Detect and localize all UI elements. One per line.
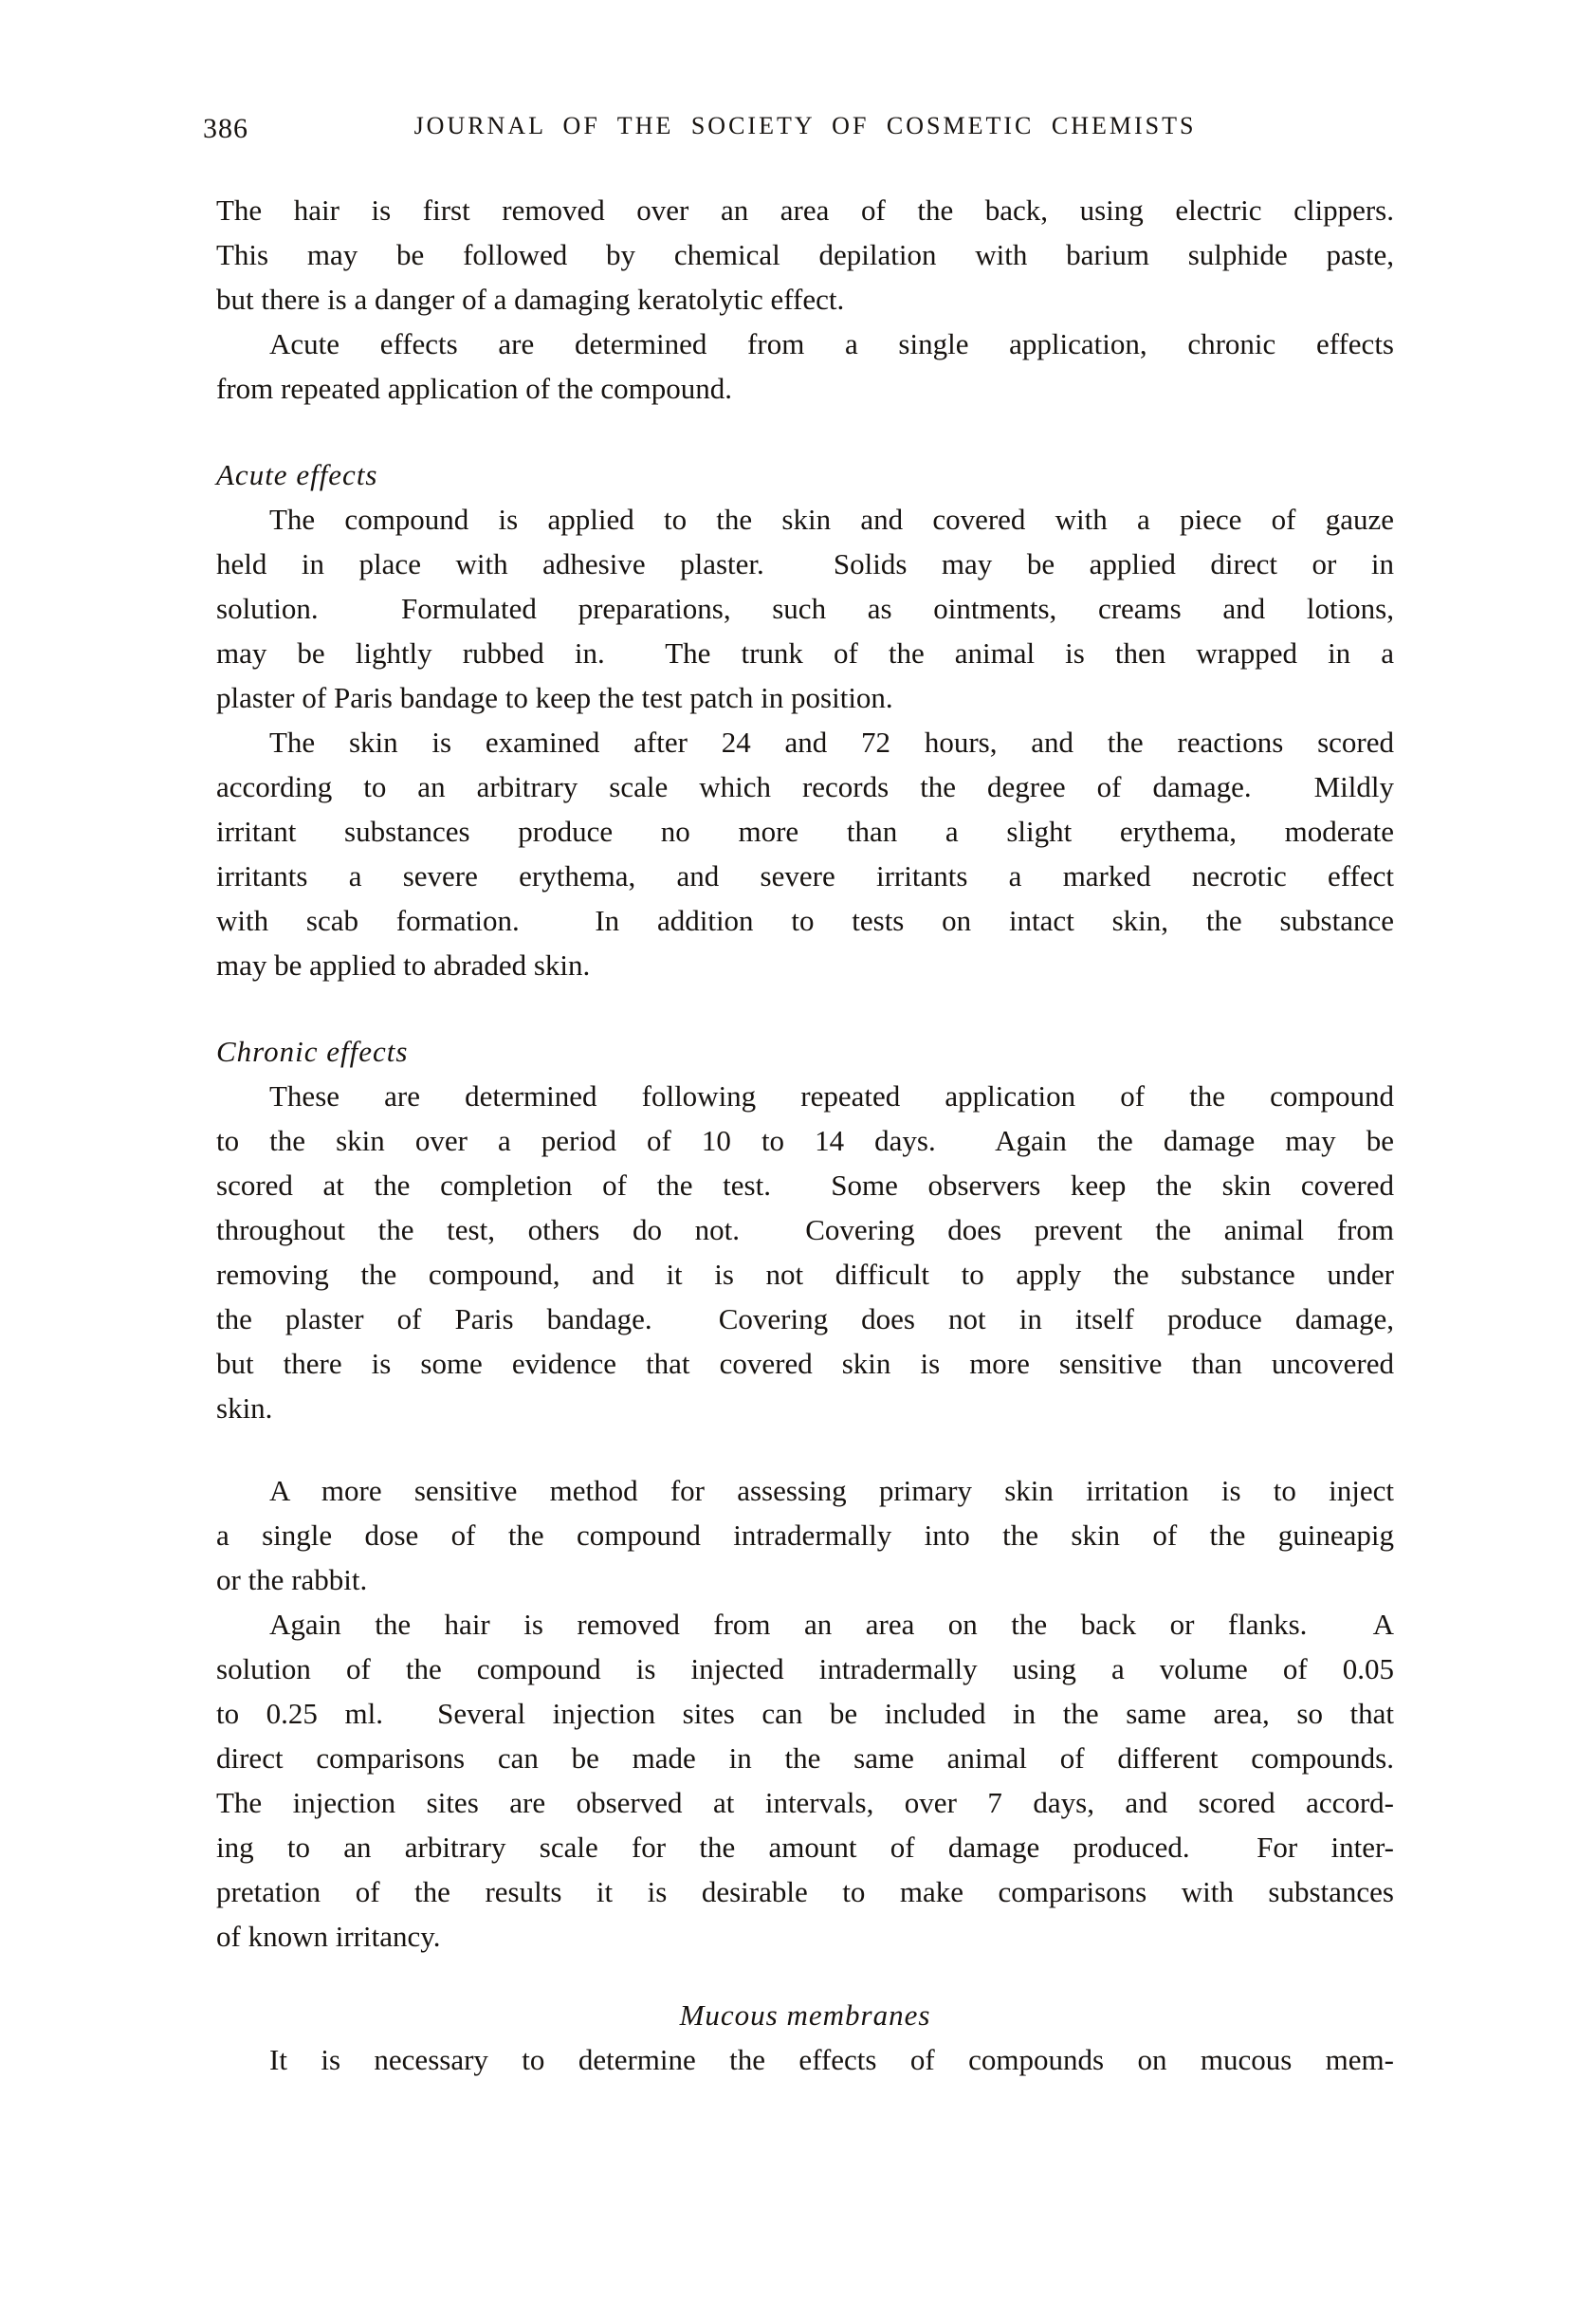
- text-line: may be applied to abraded skin.: [216, 948, 591, 982]
- text-line: removing the compound, and it is not difficult to apply the substance under: [216, 1258, 1394, 1291]
- text-line: It is necessary to determine the effects of compounds on mucous mem-: [269, 2043, 1394, 2076]
- text-line: a single dose of the compound intradermally into the skin of the guineapig: [216, 1518, 1394, 1552]
- paragraph: [216, 720, 1394, 987]
- section-heading: Acute effects: [216, 458, 378, 491]
- text-line: may be lightly rubbed in. The trunk of the animal is then wrapped in a: [216, 636, 1394, 670]
- paragraph: [216, 497, 1394, 720]
- centered-section-heading: Mucous membranes: [679, 1998, 931, 2032]
- text-line: of known irritancy.: [216, 1920, 441, 1953]
- page-number: 386: [203, 113, 248, 144]
- text-line: but there is a danger of a damaging keratolytic effect.: [216, 283, 845, 316]
- text-line: or the rabbit.: [216, 1563, 368, 1596]
- text-line: skin.: [216, 1391, 273, 1425]
- text-line: plaster of Paris bandage to keep the test patch in position.: [216, 681, 893, 714]
- text-line: The hair is first removed over an area of the back, using electric clippers.: [216, 193, 1394, 227]
- text-line: the plaster of Paris bandage. Covering does not in itself produce damage,: [216, 1302, 1394, 1335]
- page-header: [203, 112, 1394, 150]
- text-line: scored at the completion of the test. Some observers keep the skin covered: [216, 1169, 1394, 1202]
- paragraph: [216, 2037, 1394, 2082]
- text-line: These are determined following repeated application of the compound: [269, 1079, 1394, 1113]
- text-line: with scab formation. In addition to tests on intact skin, the substance: [216, 904, 1394, 937]
- text-line: direct comparisons can be made in the same animal of different compounds.: [216, 1741, 1394, 1775]
- text-line: ing to an arbitrary scale for the amount of damage produced. For inter-: [216, 1831, 1394, 1864]
- journal-running-title: JOURNAL OF THE SOCIETY OF COSMETIC CHEMISTS: [413, 112, 1197, 139]
- paragraph: [216, 1468, 1394, 1602]
- text-line: to the skin over a period of 10 to 14 days. Again the damage may be: [216, 1124, 1394, 1157]
- text-line: solution of the compound is injected intradermally using a volume of 0.05: [216, 1652, 1394, 1685]
- text-line: The injection sites are observed at intervals, over 7 days, and scored accord-: [216, 1786, 1394, 1819]
- text-line: Acute effects are determined from a single application, chronic effects: [269, 327, 1394, 360]
- text-line: solution. Formulated preparations, such as ointments, creams and lotions,: [216, 592, 1394, 625]
- text-line: The compound is applied to the skin and covered with a piece of gauze: [269, 503, 1394, 536]
- text-line: The skin is examined after 24 and 72 hours, and the reactions scored: [269, 726, 1394, 759]
- text-line: A more sensitive method for assessing primary skin irritation is to inject: [269, 1474, 1394, 1507]
- text-line: irritants a severe erythema, and severe irritants a marked necrotic effect: [216, 859, 1394, 893]
- article-body: [216, 188, 1394, 2082]
- paragraph: [216, 1074, 1394, 1430]
- section-heading: Chronic effects: [216, 1035, 409, 1068]
- text-line: according to an arbitrary scale which records the degree of damage. Mildly: [216, 770, 1394, 803]
- text-line: held in place with adhesive plaster. Solids may be applied direct or in: [216, 547, 1394, 580]
- text-line: pretation of the results it is desirable to make comparisons with substances: [216, 1875, 1394, 1908]
- text-line: from repeated application of the compound.: [216, 372, 733, 405]
- paragraph: [216, 1602, 1394, 1959]
- text-line: to 0.25 ml. Several injection sites can be included in the same area, so that: [216, 1697, 1394, 1730]
- text-line: but there is some evidence that covered skin is more sensitive than uncovered: [216, 1347, 1394, 1380]
- text-line: This may be followed by chemical depilation with barium sulphide paste,: [216, 238, 1394, 271]
- text-line: throughout the test, others do not. Covering does prevent the animal from: [216, 1213, 1394, 1246]
- paragraph: [216, 322, 1394, 411]
- text-line: Again the hair is removed from an area on the back or flanks. A: [269, 1608, 1394, 1641]
- text-line: irritant substances produce no more than a slight erythema, moderate: [216, 815, 1394, 848]
- paragraph: [216, 188, 1394, 322]
